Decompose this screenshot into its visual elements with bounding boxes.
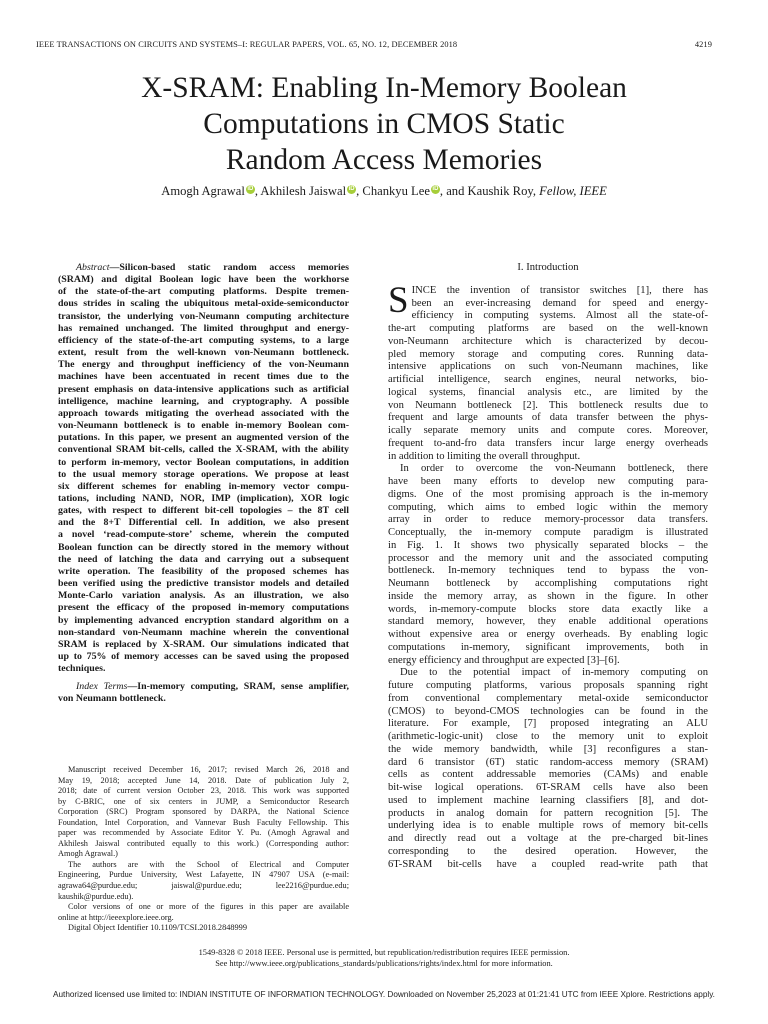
index-terms-line: von Neumann bottleneck. [58,693,166,705]
paragraph [388,463,708,667]
orcid-icon[interactable]: iD [247,186,254,192]
footnote-line: agrawa64@purdue.edu; jaiswal@purdue.edu; lee2216@purdue.edu; [58,881,349,891]
abstract-line: been verified using the predictive transistor models and detailed [58,578,349,590]
abstract-label: Abstract [76,262,110,273]
paragraph-line: intensive applications on such von-Neumann machines, like [388,361,708,373]
paragraph-line: processor and the memory unit and the associated computing [388,552,708,564]
paragraph-line: from conventional complementary metal-oxide semiconductor [388,692,708,704]
abstract-line: efficiency of the state-of-the-art computing systems, to a large [58,334,349,346]
paragraph-line: von Neumann bottleneck [2]. This bottleneck results due to [388,399,708,411]
paragraph-line: frequent and large amounts of data transfer between the phys- [388,412,708,424]
paragraph-line: products in analog domain for pattern recognition [5]. The [388,807,708,819]
abstract-line: present the efficacy of the proposed in-memory computations [58,602,349,614]
abstract-line: a novel ‘read-compute-store’ scheme, wherein the computed [58,529,349,541]
footnote-line: Color versions of one or more of the figures in this paper are available [68,902,349,912]
author-name: Chankyu Lee [362,184,430,198]
footnote-line: paper was recommended by Associate Editor Y. Pu. (Amogh Agrawal and [58,828,349,838]
abstract [58,262,349,675]
abstract-line: conventional SRAM bit-cells, called the X-SRAM, with the ability [58,444,349,456]
abstract-line: SRAM is replaced by X-SRAM. Our simulations indicated that [58,638,349,650]
paragraph-line: array in order to reduce memory-processor data transfers. [388,514,708,526]
paragraph-line: energy efficiency and throughput are expected [3]–[6]. [388,654,620,666]
paragraph-line: (CMOS) to beyond-CMOS technologies can be found in the [388,705,708,717]
index-terms-label: Index Terms [76,681,128,693]
abstract-line: machines have been accentuated in recent times due to the [58,371,349,383]
paragraph-line: the-art computing platforms are based on the well-known [388,323,708,334]
orcid-icon[interactable]: iD [348,186,355,192]
paragraph-line: have been many efforts to develop new computing para- [388,476,708,487]
paragraph-line: cells as content addressable memories (CAMs) and enable [388,769,708,781]
abstract-line: Boolean function can be directly stored in the memory without [58,541,349,553]
index-terms-line: In-memory computing, SRAM, sense amplifier, [137,681,350,693]
abstract-line: transistor, the underlying von-Neumann computing architecture [58,310,349,322]
abstract-line: Silicon-based static random access memories [119,262,349,273]
copyright-line: 1549-8328 © 2018 IEEE. Personal use is permitted, but republication/redistribution requires IEEE permission. [198,948,570,957]
abstract-line: has remained unchanged. The limited throughput and energy- [58,322,349,334]
paragraph-line: INCE the invention of transistor switches [1], there has [411,284,708,296]
abstract-line: by implementing advanced encryption standard algorithm on a [58,614,349,626]
running-head [36,40,712,49]
paragraph-line: computations in-memory, significant improvements, both in [388,641,708,653]
paragraph-line: frequent to-and-fro data transfers incur large energy overheads [388,437,708,449]
index-terms-first-line [58,681,349,693]
footnote-line: 2018; date of current version October 23, 2018. This work was supported [58,786,349,796]
abstract-line: to the usual memory storage operations. We propose at least [58,468,349,480]
paragraph-line: Neumann bottleneck by accomplishing computations right [388,578,708,589]
abstract-line: putations. In this paper, we present an augmented version of the [58,432,349,444]
abstract-line: up to 75% of memory accesses can be saved using the proposed [58,651,349,662]
index-terms-dash: — [127,681,138,693]
paragraph-line: without expensive area or energy overheads. By enabling logic [388,629,708,640]
paragraph-line: digms. One of the most promising approach is the in-memory [388,488,708,500]
footnote-block [58,765,349,934]
paragraph-line: pled memory storage and computing cores. Running data- [388,348,708,360]
paragraph-line: in addition to limiting the overall throughput. [388,450,581,462]
footnote-line: by C-BRIC, one of six centers in JUMP, a Semiconductor Research [58,796,349,806]
paragraph-line: corresponding to the desired operation. However, the [388,845,708,857]
paragraph-line: words, in-memory-compute blocks store data exactly like a [388,603,708,615]
abstract-line: approach towards mitigating the overhead associated with the [58,407,349,419]
paragraph [388,667,708,871]
footnote-line: The authors are with the School of Electrical and Computer [68,859,349,869]
author-name: , and Kaushik Roy, [439,184,540,198]
paragraph-line: the wide memory bandwidth, while [3] reconfigures a stan- [388,743,708,755]
paragraph-line: (arithmetic-logic-unit) close to the memory unit to exploit [388,731,708,742]
paragraph-line: dard 6 transistor (6T) static random-access memory (SRAM) [388,756,708,768]
abstract-line: write operation. The feasibility of the proposed schemes has [58,565,349,577]
abstract-line: dous strides in scaling the ubiquitous metal-oxide-semiconductor [58,298,349,310]
abstract-line: von-Neumann bottleneck is to enable in-memory Boolean com- [58,420,349,432]
footnote-line: online at http://ieeexplore.ieee.org. [58,912,174,922]
page-number: 4219 [694,40,712,49]
paragraph-line: ically separate memory units and compute cores. Moreover, [388,425,708,436]
abstract-line: present emphasis on data-intensive applications such as artificial [58,383,349,395]
abstract-column [58,262,349,706]
copyright-line: See http://www.ieee.org/publications_standards/publications/rights/index.html for more information. [215,958,553,968]
footnote-line: kaushik@purdue.edu). [58,891,134,901]
paragraph-line: bottleneck. In-memory techniques tend to bypass the von- [388,565,708,577]
abstract-dash: — [109,262,120,273]
paragraph-line: logical systems, financial analysis etc., are limited by the [388,386,708,398]
paragraph-line: Conceptually, the in-memory compute paradigm is illustrated [388,527,708,538]
abstract-line: Monte-Carlo variation analysis. As an illustration, we also [58,590,349,602]
orcid-icon[interactable]: iD [432,186,439,192]
title-line: Computations in CMOS Static [203,108,565,140]
footnote-line: May 19, 2018; accepted June 14, 2018. Date of publication July 2, [58,775,349,785]
paragraph-line: future computing platforms, various proposals spanning right [388,680,708,691]
abstract-line: of the state-of-the-art computing platforms. Despite tremen- [58,286,349,298]
author-list: Amogh Agrawal iD , Akhilesh Jaiswal iD , Chankyu Lee iD , and Kaushik Roy, Fellow, IEEE [161,184,607,198]
copyright-notice [100,948,668,969]
abstract-line: the need of latching the data and carrying out a subsequent [58,553,349,565]
paragraph-line: bit-wise logical operations. 6T-SRAM cells have also been [388,782,708,793]
abstract-line: intelligence, machine learning, and cryptography. A possible [58,395,349,407]
paragraph-line: literature. For example, [7] proposed integrating an ALU [388,718,708,730]
author-grade: Fellow, IEEE [539,184,607,198]
abstract-first-line [58,262,349,274]
footnote-line: Amogh Agrawal.) [58,849,118,859]
footnote-line: Engineering, Purdue University, West Lafayette, IN 47907 USA (e-mail: [58,870,349,880]
abstract-line: (SRAM) and digital Boolean logic have been the workhorse [58,274,349,286]
abstract-line: six different schemes for enabling in-memory vector compu- [58,480,349,492]
paragraph-line: in Fig. 1. It shows two physically separated blocks – the [388,539,708,551]
footnote-line: Digital Object Identifier 10.1109/TCSI.2018.2848999 [68,923,247,933]
paragraph-line: computing, which aims to embed logic within the memory [388,501,708,513]
paragraph-line: In order to overcome the von-Neumann bottleneck, there [400,463,708,475]
paragraph-line: and directly read out a voltage at the pre-charged bit-lines [388,833,708,844]
footnote-line: Foundation, Intel Corporation, and Vannevar Bush Faculty Fellowship. This [58,817,349,827]
footnote-line: Corporation (SRC) Program sponsored by DARPA, the National Science [58,807,349,817]
paragraph-line: artificial intelligence, search engines, neural networks, bio- [388,374,708,385]
paragraph-line: been an ever-increasing demand for speed and energy- [411,297,708,309]
paragraph-line: Due to the potential impact of in-memory computing on [400,667,708,679]
abstract-line: to perform in-memory, vector Boolean computations, in addition [58,456,349,468]
paragraph-line: efficiency in computing systems. Almost all the state-of- [411,310,708,322]
paragraph-line: inside the memory array, as shown in the figure. In other [388,590,708,602]
drop-cap: S [388,279,409,321]
paragraph-line: 6T-SRAM bit-cells have a coupled read-write path that [388,858,708,870]
paragraph-line: underlying idea is to enable multiple rows of memory bit-cells [388,820,708,832]
title-line: X-SRAM: Enabling In-Memory Boolean [141,72,627,104]
footnote-line: Manuscript received December 16, 2017; revised March 26, 2018 and [68,765,349,774]
paragraph-line: standard memory, however, they enable additional operations [388,616,708,628]
paragraph-line: used to implement machine learning classifiers [8], and dot- [388,794,708,806]
abstract-line: techniques. [58,663,106,675]
author-name: Akhilesh Jaiswal [260,184,347,198]
journal-name: IEEE TRANSACTIONS ON CIRCUITS AND SYSTEMS–I: REGULAR PAPERS, VOL. 65, NO. 12, DECEMBER 2018 [36,40,458,49]
abstract-line: tations, including NAND, NOR, IMP (implication), XOR logic [58,492,349,504]
abstract-line: The energy and throughput inefficiency of the von-Neumann [58,359,349,371]
abstract-line: extent, result from the well-known von-Neumann bottleneck. [58,347,349,359]
footnote-line: Akhilesh Jaiswal contributed equally to this work.) (Corresponding author: [58,838,349,848]
abstract-line: non-standard von-Neumann machine wherein the conventional [58,626,349,638]
authorized-use-notice: Authorized licensed use limited to: INDIAN INSTITUTE OF INFORMATION TECHNOLOGY. Downloaded on November 25,2023 at 01:21:41 UTC from IEEE Xplore. Restrictions apply. [53,990,715,999]
abstract-line: gates, with respect to different bit-cell topologies – the 8T cell [58,505,349,517]
abstract-line: and the 8+T Differential cell. In addition, we also present [58,517,349,529]
index-terms [58,681,349,705]
paper-title [40,70,728,178]
author-name: Amogh Agrawal [161,184,245,198]
body-column [388,262,708,871]
paragraph-line: von-Neumann architecture which is characterized by decou- [388,335,708,347]
paragraph [388,279,708,464]
section-heading: I. Introduction [517,262,579,273]
title-line: Random Access Memories [225,144,543,176]
